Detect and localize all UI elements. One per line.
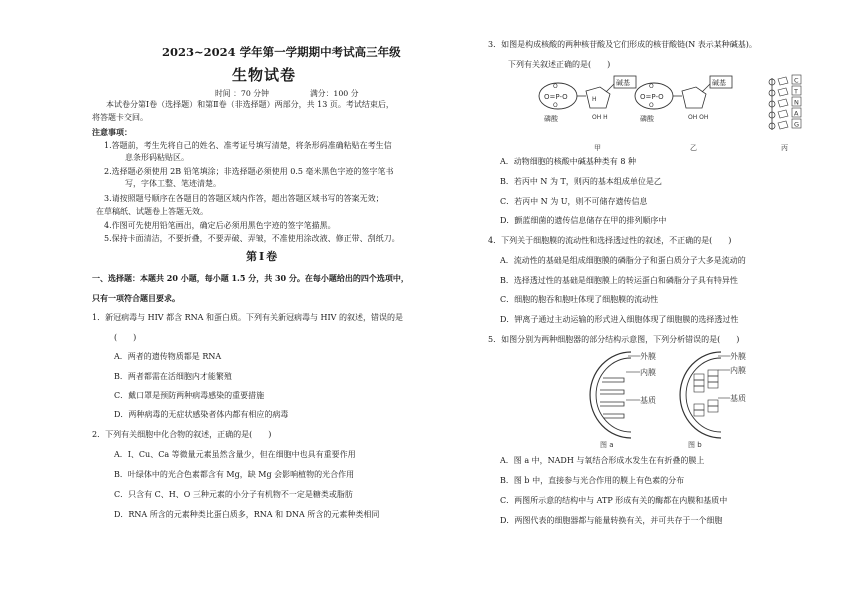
mitochondrion-diagram	[590, 351, 656, 449]
phosphate-label: 磷酸	[640, 115, 654, 123]
q1-option-d[interactable]: D．两种病毒的无症状感染者体内都有相应的病毒	[114, 410, 289, 419]
q3-stem-2: 下列有关叙述正确的是( )	[508, 60, 611, 69]
note-item: 1.答题前，考生先将自己的姓名、准考证号填写清楚，将条形码准确粘贴在考生信	[104, 141, 392, 150]
section-instruction-2: 只有一项符合题目要求。	[92, 293, 180, 303]
q1-option-a[interactable]: A．两者的遗传物质都是 RNA	[114, 352, 222, 361]
outer-membrane-label: 外膜	[640, 352, 656, 361]
base-label: 碱基	[712, 79, 726, 87]
phosphate-label: 磷酸	[544, 115, 558, 123]
q3-option-a[interactable]: A．动物细胞的核酸中碱基种类有 8 种	[500, 157, 636, 166]
q3-option-c[interactable]: C．若丙中 N 为 U，则不可储存遗传信息	[500, 197, 648, 206]
svg-text:O=P-O: O=P-O	[640, 93, 664, 101]
note-item: 5.保持卡面清洁，不要折叠，不要弄破、弄皱，不准使用涂改液、修正带、刮纸刀。	[104, 234, 400, 243]
label-jia: 甲	[594, 144, 601, 152]
q3-option-d[interactable]: D．颤蓝细菌的遗传信息储存在甲的排列顺序中	[500, 216, 667, 225]
base-label: 碱基	[616, 79, 630, 87]
q5-option-d[interactable]: D．两图代表的细胞器都与能量转换有关，并可共存于一个细胞	[500, 516, 723, 525]
label-yi: 乙	[690, 144, 697, 152]
intro-line-1: 本试卷分第Ⅰ卷（选择题）和第Ⅱ卷（非选择题）两部分，共 13 页。考试结束后，	[106, 100, 394, 109]
note-item: 息条形码粘贴区。	[125, 153, 189, 162]
svg-text:O=P-O: O=P-O	[544, 93, 568, 101]
section-instruction-1: 一、选择题：本题共 20 小题，每小题 1.5 分，共 30 分。在每小题给出的四个选项中，	[92, 273, 409, 283]
nucleotide-figure	[536, 74, 821, 154]
q4-stem: 4．下列关于细胞膜的流动性和选择透过性的叙述，不正确的是( )	[488, 236, 732, 245]
q4-option-d[interactable]: D．钾离子通过主动运输的形式进入细胞体现了细胞膜的选择透过性	[500, 315, 739, 324]
q4-option-a[interactable]: A．流动性的基础是组成细胞膜的磷脂分子和蛋白质分子大多是流动的	[500, 256, 746, 265]
note-item: 在草稿纸、试题卷上答题无效。	[96, 207, 208, 216]
q2-option-c[interactable]: C．只含有 C、H、O 三种元素的小分子有机物不一定是糖类或脂肪	[114, 490, 353, 499]
matrix-label: 基质	[640, 396, 656, 405]
matrix-label: 基质	[730, 394, 746, 403]
note-item: 4.作图可先使用铅笔画出，确定后必须用黑色字迹的签字笔描黑。	[104, 221, 336, 230]
q5-stem: 5．如图分别为两种细胞器的部分结构示意图，下列分析错误的是( )	[488, 335, 740, 344]
q1-option-b[interactable]: B．两者都需在活细胞内才能繁殖	[114, 372, 232, 381]
strand-base: A	[794, 109, 799, 118]
organelle-figure	[576, 348, 776, 450]
inner-membrane-label: 内膜	[640, 368, 656, 377]
exam-time: 时间 ：70 分钟	[215, 89, 269, 98]
svg-text:H: H	[592, 96, 597, 103]
svg-text:OH H: OH H	[592, 114, 608, 121]
exam-title: 2023~2024 学年第一学期期中考试高三年级	[162, 45, 401, 59]
q1-option-c[interactable]: C．戴口罩是预防两种病毒感染的重要措施	[114, 391, 265, 400]
chloroplast-diagram	[680, 351, 746, 449]
q3-option-b[interactable]: B．若丙中 N 为 T，则丙的基本组成单位是乙	[500, 177, 662, 186]
q5-option-c[interactable]: C．两图所示意的结构中与 ATP 形成有关的酶都在内膜和基质中	[500, 496, 728, 505]
inner-membrane-label: 内膜	[730, 366, 746, 375]
intro-line-2: 将答题卡交回。	[92, 113, 148, 122]
nucleotide-strand-bing	[769, 75, 801, 130]
q4-option-b[interactable]: B．选择透过性的基础是细胞膜上的转运蛋白和磷脂分子具有特异性	[500, 276, 738, 285]
q2-option-d[interactable]: D．RNA 所含的元素种类比蛋白质多，RNA 和 DNA 所含的元素种类相同	[114, 510, 380, 519]
subject-title: 生物试卷	[232, 66, 297, 84]
figure-b-label: 图 b	[688, 441, 702, 449]
note-item: 2.选择题必须使用 2B 铅笔填涂；非选择题必须使用 0.5 毫米黑色字迹的签字笔书	[104, 167, 394, 176]
svg-text:OH OH: OH OH	[688, 114, 709, 121]
strand-base: T	[794, 87, 798, 96]
nucleotide-yi	[635, 76, 732, 123]
label-bing: 丙	[781, 144, 788, 152]
svg-text:O: O	[649, 102, 654, 109]
q5-option-b[interactable]: B．图 b 中，直接参与光合作用的膜上有色素的分布	[500, 476, 685, 485]
strand-base: C	[794, 76, 799, 85]
note-item: 写，字体工整、笔迹清楚。	[125, 179, 221, 188]
svg-text:O: O	[649, 83, 654, 90]
q3-stem: 3．如图是构成核酸的两种核苷酸及它们形成的核苷酸链(N 表示某种碱基)。	[488, 40, 757, 49]
svg-text:O: O	[553, 83, 558, 90]
q2-stem: 2．下列有关细胞中化合物的叙述，正确的是( )	[92, 430, 272, 439]
section-title: 第Ⅰ卷	[246, 250, 280, 263]
note-item: 3.请按照题号顺序在各题目的答题区域内作答，超出答题区域书写的答案无效；	[104, 194, 384, 203]
exam-score: 满分：100 分	[310, 89, 359, 98]
strand-base: N	[794, 98, 799, 107]
strand-base: G	[794, 120, 800, 129]
notes-heading: 注意事项：	[92, 127, 132, 137]
q5-option-a[interactable]: A．图 a 中，NADH 与氧结合形成水发生在有折叠的膜上	[500, 456, 705, 465]
svg-text:O: O	[553, 102, 558, 109]
figure-a-label: 图 a	[600, 441, 614, 449]
q4-option-c[interactable]: C．细胞的胞吞和胞吐体现了细胞膜的流动性	[500, 295, 659, 304]
nucleotide-jia	[539, 76, 636, 123]
q1-stem-paren: ( )	[114, 333, 137, 342]
q1-stem: 1．新冠病毒与 HIV 都含 RNA 和蛋白质。下列有关新冠病毒与 HIV 的叙述，错误的是	[92, 313, 403, 322]
q2-option-b[interactable]: B．叶绿体中的光合色素都含有 Mg，缺 Mg 会影响植物的光合作用	[114, 470, 355, 479]
q2-option-a[interactable]: A．I、Cu、Ca 等微量元素虽然含量少，但在细胞中也具有重要作用	[114, 450, 356, 459]
outer-membrane-label: 外膜	[730, 352, 746, 361]
